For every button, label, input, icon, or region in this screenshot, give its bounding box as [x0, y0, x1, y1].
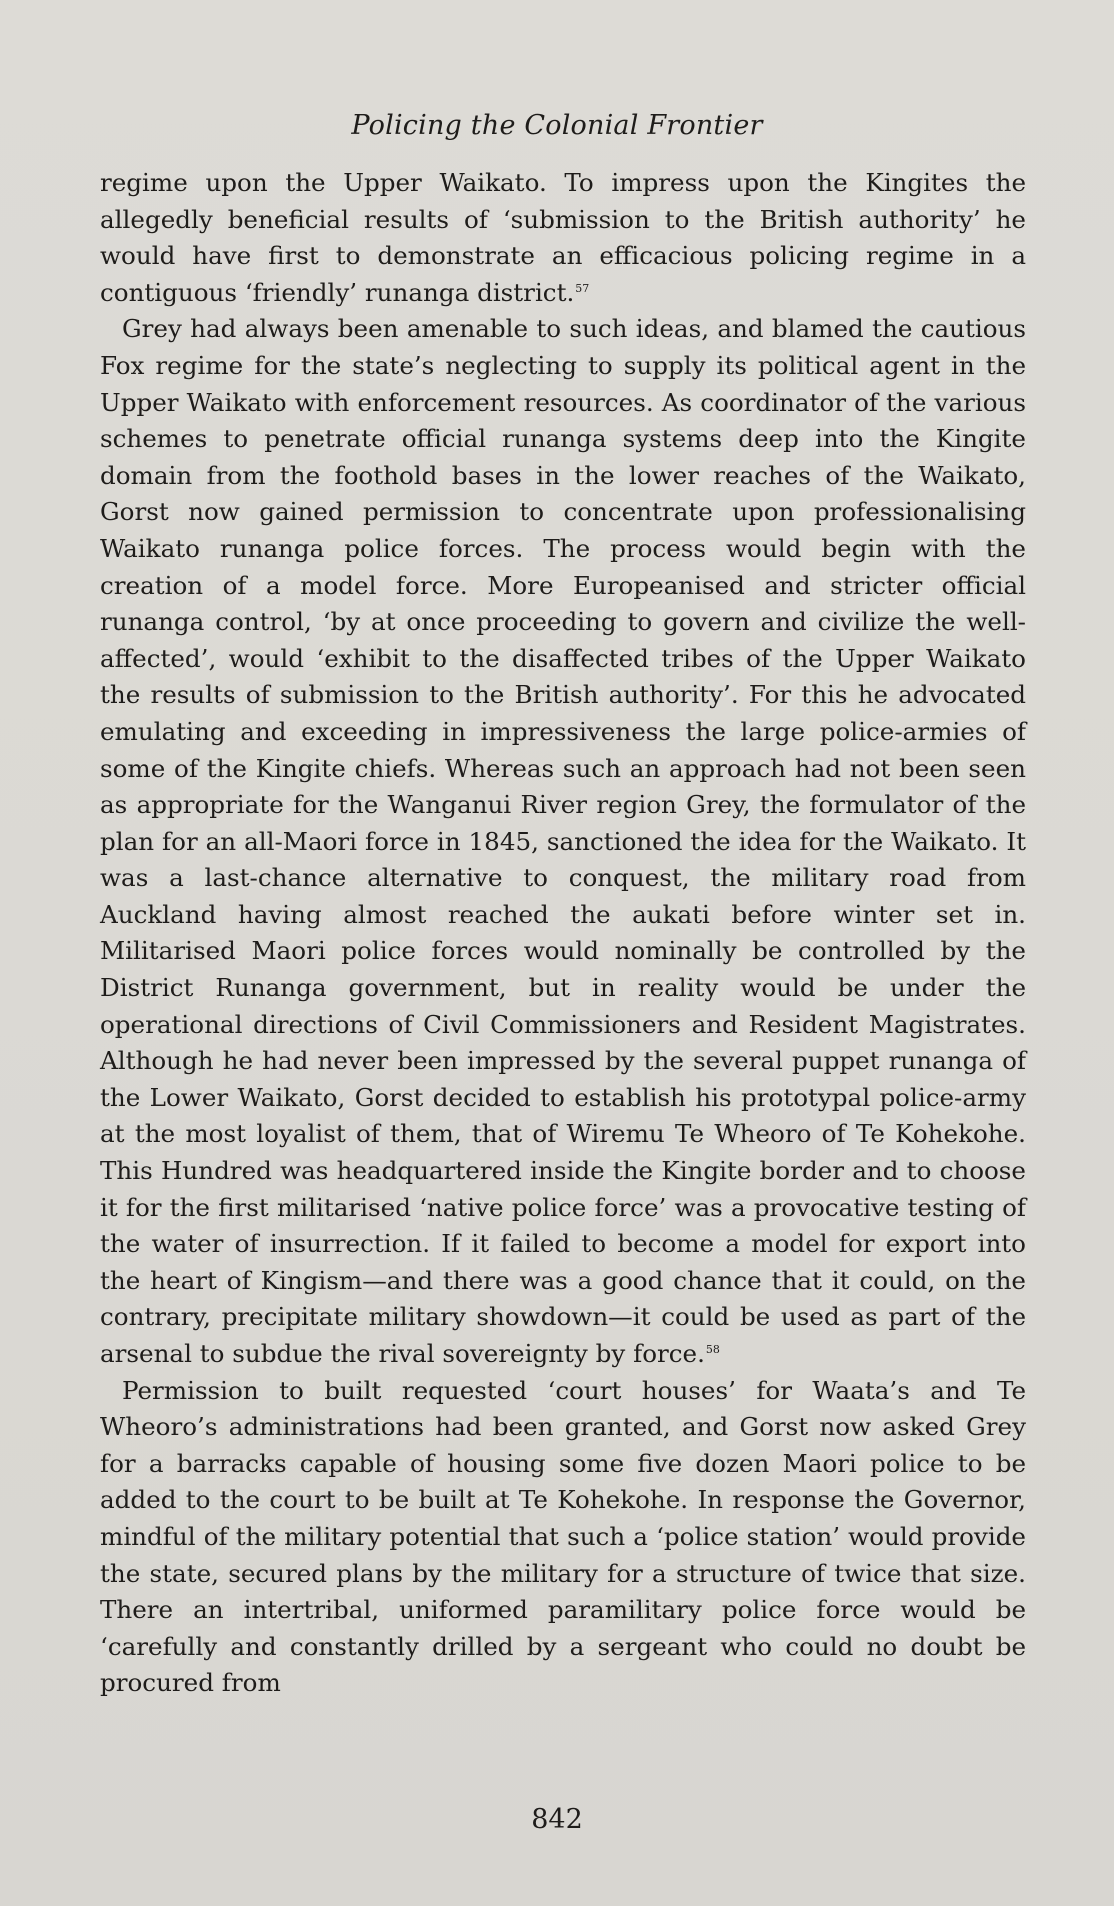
paragraph-3: [100, 1373, 1026, 1702]
body-text: [100, 165, 1026, 1702]
paragraph-text: regime upon the Upper Waikato. To impress upon the Kingites the allegedly beneficial results of ‘submission to the British authority’ he would have first to demonstrate an efficacious policing regime in a contiguous ‘friendly’ runanga district.: [100, 168, 1026, 307]
page-number: 842: [531, 1804, 583, 1835]
footnote-marker[interactable]: 57: [575, 281, 590, 295]
paragraph-text: Grey had always been amenable to such ideas, and blamed the cautious Fox regime for the state’s neglecting to supply its political agent in the Upper Waikato with enforcement resources. As coordinator of the various schemes to penetrate official runanga systems deep into the Kingite domain from the foothold bases in the lower reaches of the Waikato, Gorst now gained permission to concentrate upon professionalising Waikato runanga police forces. The process would begin with the creation of a model force. More Europeanised and stricter official runanga control, ‘by at once proceeding to govern and civilize the well-affected’, would ‘exhibit to the disaffected tribes of the Upper Waikato the results of submission to the British authority’. For this he advocated emulating and exceeding in impressiveness the large police-armies of some of the Kingite chiefs. Whereas such an approach had not been seen as appropriate for the Wanganui River region Grey, the formulator of the plan for an all-Maori force in 1845, sanctioned the idea for the Waikato. It was a last-chance alternative to conquest, the military road from Auckland having almost reached the aukati before winter set in. Militarised Maori police forces would nominally be controlled by the District Runanga government, but in reality would be under the operational directions of Civil Commissioners and Resident Magistrates. Although he had never been impressed by the several puppet runanga of the Lower Waikato, Gorst decided to establish his prototypal police-army at the most loyalist of them, that of Wiremu Te Wheoro of Te Kohekohe. This Hundred was headquartered inside the Kingite border and to choose it for the first militarised ‘native police force’ was a provocative testing of the water of insurrection. If it failed to become a model for export into the heart of Kingism—and there was a good chance that it could, on the contrary, precipitate military showdown—it could be used as part of the arsenal to subdue the rival sovereignty by force.: [100, 314, 1026, 1368]
footnote-marker[interactable]: 58: [705, 1342, 720, 1356]
paragraph-1: [100, 165, 1026, 311]
running-head: Policing the Colonial Frontier: [351, 110, 763, 141]
paragraph-text: Permission to built requested ‘court houses’ for Waata’s and Te Wheoro’s administrations had been granted, and Gorst now asked Grey for a barracks capable of housing some five dozen Maori police to be added to the court to be built at Te Kohekohe. In response the Governor, mindful of the military potential that such a ‘police station’ would provide the state, secured plans by the military for a structure of twice that size. There an intertribal, uniformed paramilitary police force would be ‘carefully and constantly drilled by a sergeant who could no doubt be procured from: [100, 1375, 1026, 1698]
paragraph-2: [100, 311, 1026, 1372]
